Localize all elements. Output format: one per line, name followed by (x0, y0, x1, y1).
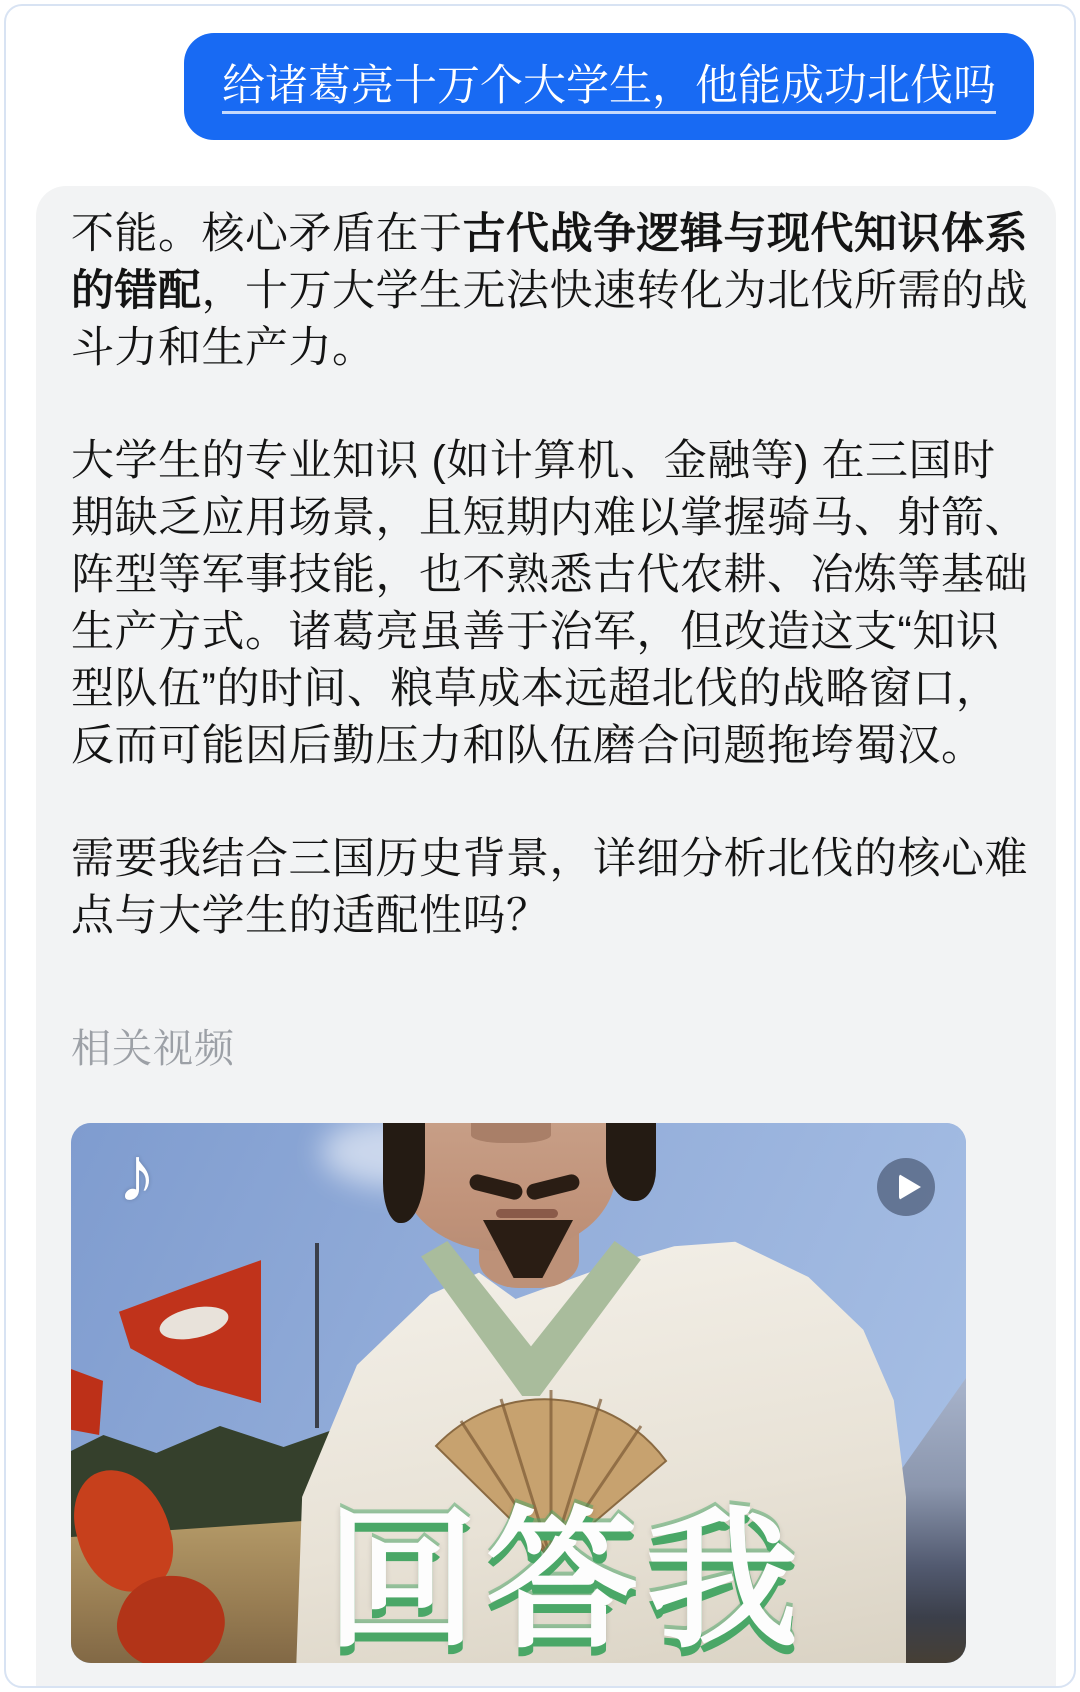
person-mouth (496, 1209, 558, 1218)
assistant-paragraph-1-bold: 古代战争逻辑与现代知识体系的错配 (71, 210, 1028, 315)
video-overlay-text: 回答我 (326, 1496, 806, 1663)
chat-card (4, 4, 1076, 1688)
assistant-paragraph-1 (71, 206, 1031, 377)
assistant-paragraph-1-pre: 不能。核心矛盾在于 (71, 210, 463, 258)
user-message-text: 给诸葛亮十万个大学生，他能成功北伐吗 (222, 62, 996, 110)
douyin-note-icon: ♪ (117, 1130, 157, 1218)
video-play-button[interactable] (877, 1158, 935, 1216)
related-video-thumbnail[interactable] (71, 1123, 966, 1663)
assistant-paragraph-1-post: ，十万大学生无法快速转化为北伐所需的战斗力和生产力。 (71, 267, 1028, 372)
related-videos-label: 相关视频 (71, 1027, 235, 1071)
assistant-paragraph-3: 需要我结合三国历史背景，详细分析北伐的核心难点与大学生的适配性吗？ (71, 835, 1028, 940)
assistant-message-bubble (36, 186, 1056, 1688)
assistant-paragraph-2: 大学生的专业知识 (如计算机、金融等) 在三国时期缺乏应用场景，且短期内难以掌握骑马、射箭、阵型等军事技能，也不熟悉古代农耕、冶炼等基础生产方式。诸葛亮虽善于治军，但改造这支“知识型队伍”的时间、粮草成本远超北伐的战略窗口，反而可能因后勤压力和队伍磨合问题拖垮蜀汉。 (71, 437, 1028, 770)
play-icon (899, 1174, 921, 1200)
person-nose-shadow (471, 1123, 551, 1143)
user-message-bubble[interactable] (184, 33, 1034, 140)
video-flag-pole (315, 1243, 319, 1428)
